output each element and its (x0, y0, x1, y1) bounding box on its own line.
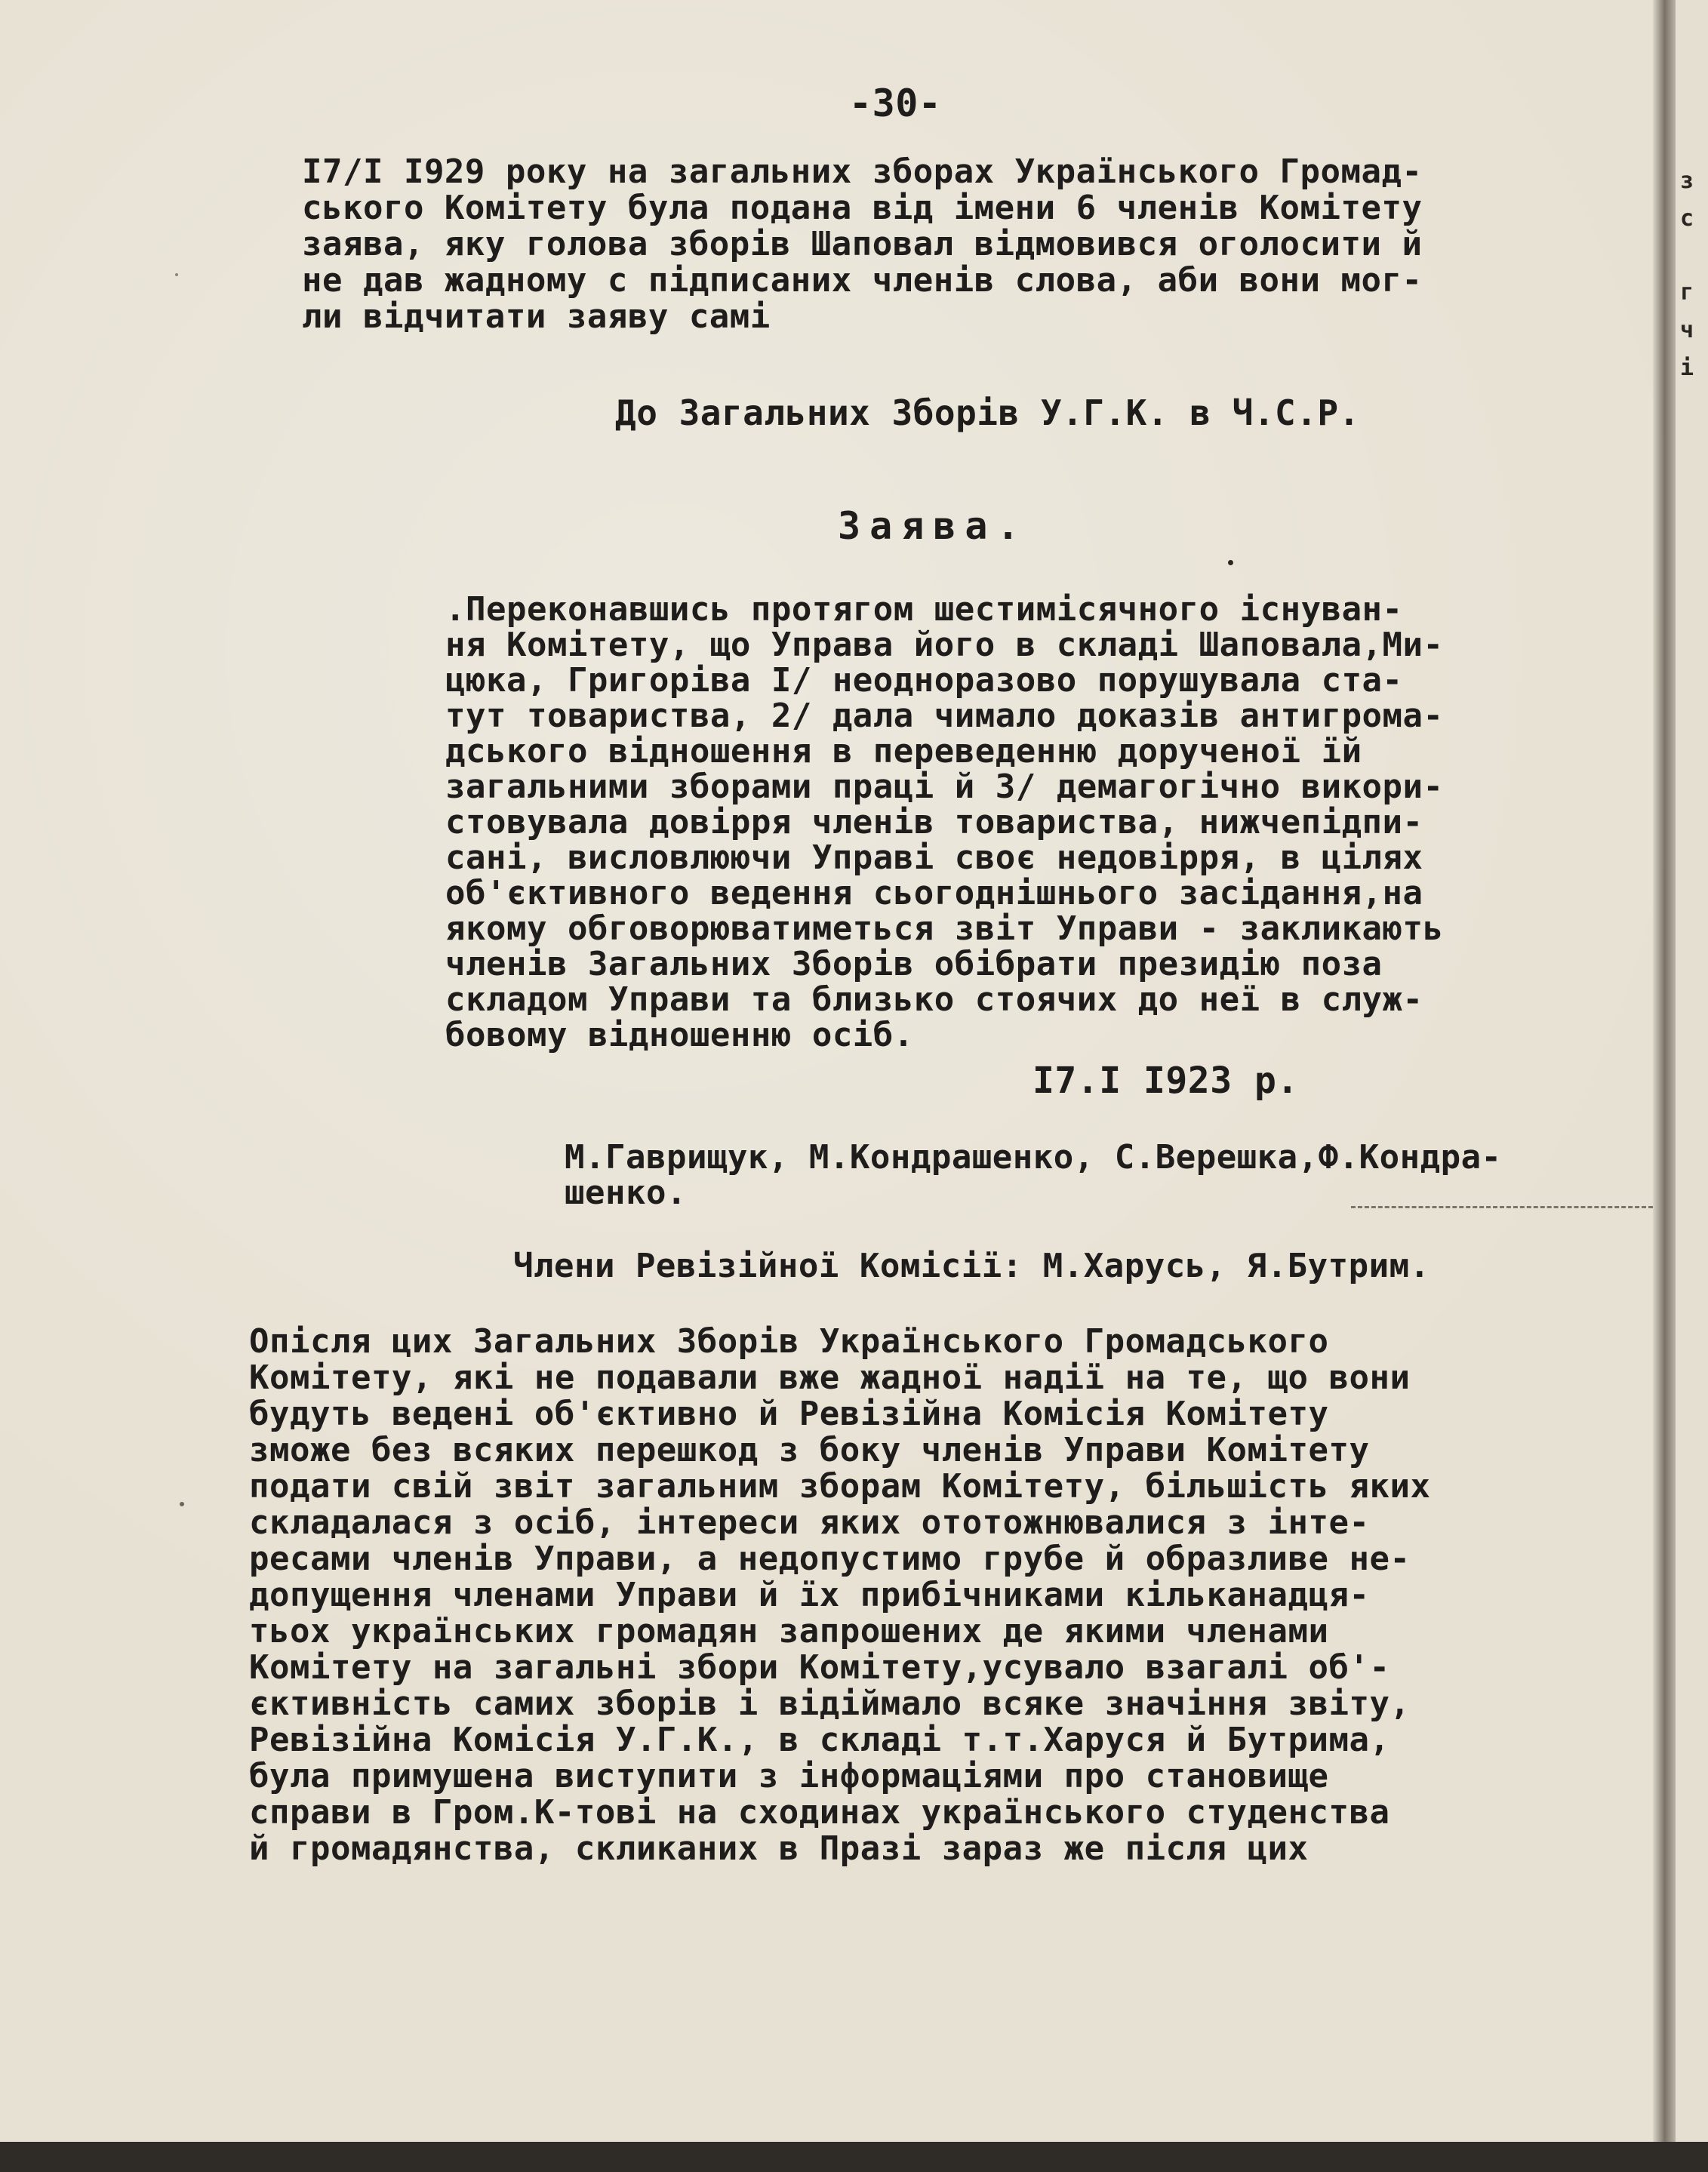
signature-line: М.Гаврищук, М.Кондрашенко, С.Верешка,Ф.Кондра- (565, 1138, 1502, 1177)
statement-line: дського відношення в переведенню дорученої їй (445, 732, 1362, 771)
intro-line: не дав жадному с підписаних членів слова, аби вони мог- (302, 261, 1423, 300)
statement-date: I7.I I923 р. (1032, 1060, 1299, 1102)
closing-line: Комітету на загальні збори Комітету,усувало взагалі об'- (249, 1648, 1390, 1687)
closing-line: зможе без всяких перешкод з боку членів Управи Комітету (249, 1431, 1370, 1469)
statement-line: ня Комітету, що Управа його в складі Шаповала,Ми- (445, 626, 1444, 664)
adjacent-page-edge (1676, 0, 1708, 2172)
statement-addressee: До Загальних Зборів У.Г.К. в Ч.С.Р. (615, 392, 1360, 433)
signature-line: шенко. (565, 1174, 687, 1212)
intro-line: заява, яку голова зборів Шаповал відмовився оголосити й (302, 225, 1423, 263)
closing-line: справи в Гром.К-тові на сходинах українського студенства (249, 1793, 1390, 1832)
closing-line: й громадянства, скликаних в Празі зараз же після цих (249, 1829, 1309, 1868)
closing-line: була примушена виступити з інформаціями про становище (249, 1757, 1329, 1795)
next-page-fragment: г (1680, 279, 1694, 306)
next-page-fragment: ч (1680, 317, 1694, 343)
statement-line: загальними зборами праці й 3/ демагогічно викори- (445, 768, 1444, 806)
statement-line: сані, висловлюючи Управі своє недовірря, в цілях (445, 838, 1423, 877)
closing-line: єктивність самих зборів і відіймало всяке значіння звіту, (249, 1684, 1411, 1723)
closing-line: ресами членів Управи, а недопустимо грубе й образливе не- (249, 1540, 1411, 1578)
closing-line: тьох українських громадян запрошених де якими членами (249, 1612, 1329, 1651)
closing-line: Опісля цих Загальних Зборів Українського Громадського (249, 1322, 1329, 1361)
ink-dot (1228, 560, 1233, 565)
intro-line: ського Комітету була подана від імени 6 членів Комітету (302, 189, 1423, 227)
ink-dot (180, 1502, 184, 1506)
page-number: -30- (849, 82, 942, 125)
closing-line: будуть ведені об'єктивно й Ревізійна Комісія Комітету (249, 1395, 1329, 1433)
dashed-rule (1351, 1206, 1653, 1208)
statement-line: бовому відношенню осіб. (445, 1016, 914, 1054)
next-page-fragment: з (1680, 168, 1694, 194)
statement-line: стовувала довірря членів товариства, нижчепідпи- (445, 803, 1423, 841)
ink-dot (175, 273, 178, 276)
statement-line: членів Загальних Зборів обібрати президію поза (445, 945, 1383, 983)
closing-line: допущення членами Управи й їх прибічниками кільканадця- (249, 1576, 1370, 1614)
next-page-fragment: с (1680, 205, 1694, 232)
revision-commission-line: Члени Ревізійної Комісії: М.Харусь, Я.Бутрим. (513, 1247, 1430, 1285)
statement-line: цюка, Григоріва I/ неодноразово порушувала ста- (445, 661, 1403, 700)
intro-line: I7/I I929 року на загальних зборах Українського Громад- (302, 152, 1423, 191)
next-page-fragment: і (1680, 355, 1694, 381)
closing-line: подати свій звіт загальним зборам Комітету, більшість яких (249, 1467, 1431, 1506)
closing-line: складалася з осіб, інтереси яких ототожнювалися з інте- (249, 1503, 1370, 1542)
statement-line: .Переконавшись протягом шестимісячного існуван- (445, 590, 1403, 629)
statement-line: об'єктивного ведення сьогоднішнього засідання,на (445, 874, 1423, 912)
statement-title: Заява. (838, 504, 1029, 548)
statement-line: тут товариства, 2/ дала чимало доказів антигрома- (445, 697, 1444, 735)
statement-line: якому обговорюватиметься звіт Управи - закликають (445, 909, 1444, 948)
intro-line: ли відчитати заяву самі (302, 297, 771, 336)
page-gutter-shadow (1653, 0, 1676, 2172)
closing-line: Комітету, які не подавали вже жадної надії на те, що вони (249, 1358, 1411, 1397)
scan-bottom-border (0, 2142, 1708, 2172)
statement-line: складом Управи та близько стоячих до неї в служ- (445, 980, 1423, 1019)
closing-line: Ревізійна Комісія У.Г.К., в складі т.т.Харуся й Бутрима, (249, 1721, 1390, 1759)
